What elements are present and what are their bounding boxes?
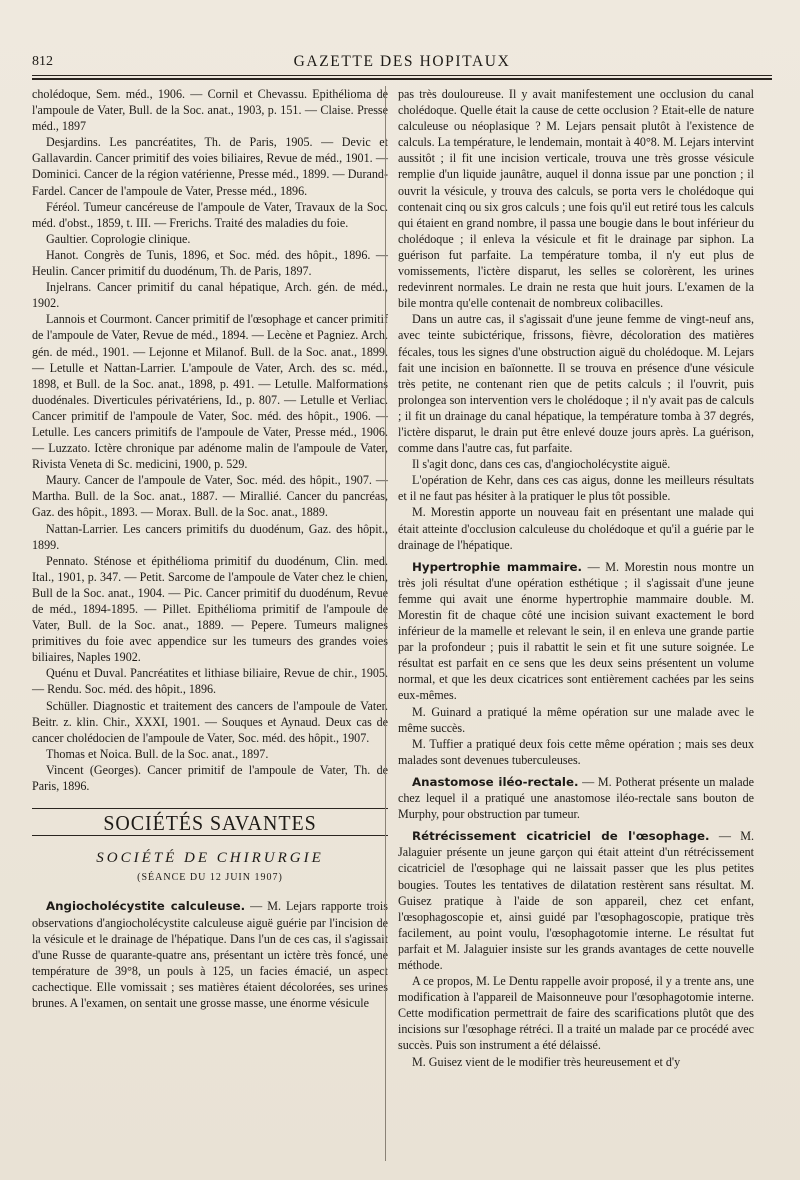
bibliography-entry: Hanot. Congrès de Tunis, 1896, et Soc. méd. des hôpit., 1896. — Heulin. Cancer primitif du duodénum, Th. de Paris, 1897. [32, 247, 388, 279]
article-paragraph: L'opération de Kehr, dans ces cas aigus, donne les meilleurs résultats et il ne faut pas hésiter à la pratiquer le plus tôt possible. [398, 473, 754, 504]
bibliography-entry: Desjardins. Les pancréatites, Th. de Paris, 1905. — Devic et Gallavardin. Cancer primitif des voies biliaires, Revue de méd., 1901. — Dominici. Cancer de la région vatérienne, Presse méd., 1899. — Durand-Fardel. Cancer de l'ampoule de Vater, Presse méd., 1896. [32, 135, 388, 198]
article-heading: Rétrécissement cicatriciel de l'œsophage. [412, 829, 710, 844]
article-paragraph [32, 898, 388, 1011]
page-header [32, 52, 772, 76]
article-heading: Angiocholécystite calculeuse. [46, 899, 246, 914]
left-column [32, 86, 388, 1011]
bibliography-entry: Féréol. Tumeur cancéreuse de l'ampoule de Vater, Travaux de la Soc. méd. d'obst., 1859, t. III. — Frerichs. Traité des maladies du foie. [32, 199, 388, 230]
article-paragraph: M. Guinard a pratiqué la même opération sur une malade avec le même succès. [398, 704, 754, 735]
seance-date: (SÉANCE DU 12 JUIN 1907) [137, 872, 283, 884]
article-text: — M. Potherat présente un malade chez lequel il a pratiqué une anastomose iléo-rectale sans bouton de Murphy, pour obstruction par tumeur. [398, 774, 754, 822]
header-rule-thick [32, 78, 772, 80]
article-paragraph [398, 559, 754, 704]
article-paragraph: pas très douloureuse. Il y avait manifestement une occlusion du canal cholédoque. Quelle était la cause de cette occlusion ? Etait-elle de nature calculeuse ou néoplasique ? M. Lejars pensait plutôt à l'existence de calculs. La température, le lendemain, montait à 40°8. M. Lejars intervint aussitôt ; il fit une incision verticale, trouva une très grosse vésicule remplie d'un liquide jaunâtre, auquel il donna issue par une ponction ; il ouvrit la vésicule, y trouva des calculs, se porta vers le cholédoque qui contenait cinq ou six gros calculs ; une fois qu'il eut retiré tous les calculs qui étaient en grand nombre, il passa une bougie dans le bout inférieur du cholédoque ; il enleva la vésicule et fit le drainage par siphon. La guérison fut parfaite. La température tomba, il n'y eut plus de vomissements, l'ictère disparut, les selles se colorèrent, les urines redevinrent normales. Le drain ne resta que huit jours. L'examen de la bile montra qu'elle contenait de nombreux colibacilles. [398, 87, 754, 311]
bibliography-entry: Vincent (Georges). Cancer primitif de l'ampoule de Vater, Th. de Paris, 1896. [32, 762, 388, 794]
article-text: — M. Jalaguier présente un jeune garçon qui était atteint d'un rétrécissement cicatriciel de l'œsophage qui ne laissait passer que les plus petites bougies. Toutes les tentatives de dilatation restèrent sans résultat. M. Guisez pratique à l'aide de son appareil, chez cet enfant, l'œsophagoscopie et, ainsi guidé par l'œsophagoscopie, pratique très facilement, au point voulu, l'œsophagotomie interne. Le résultat fut parfait et M. Jalaguier insiste sur les grands avantages de cette nouvelle méthode. [398, 829, 754, 972]
bibliography-entry: cholédoque, Sem. méd., 1906. — Cornil et Chevassu. Epithélioma de l'ampoule de Vater, Bull. de la Soc. anat., 1903, p. 151. — Claise. Presse méd., 1897 [32, 87, 388, 134]
bibliography-entry: Injelrans. Cancer primitif du canal hépatique, Arch. gén. de méd., 1902. [32, 280, 388, 311]
right-column [398, 86, 754, 1070]
bibliography-entry: Gaultier. Coprologie clinique. [46, 231, 191, 246]
bibliography-entry: Pennato. Sténose et épithélioma primitif du duodénum, Clin. med. Ital., 1901, p. 347. — Petit. Sarcome de l'ampoule de Vater chez le chien, Bull de la Soc. anat., 1904. — Pic. Cancer primitif du duodénum, Revue de méd., 1894-1895. — Pillet. Epithélioma primitif de l'ampoule de Vater, Bull. de la Soc. anat., 1889. — Pepere. Tumeurs malignes primitives du foie avec appendice sur les tumeurs des grandes voies biliaires, Naples 1902. [32, 553, 388, 665]
header-rule [32, 75, 772, 76]
article-heading: Anastomose iléo-rectale. [412, 774, 579, 789]
bibliography-entry: Thomas et Noica. Bull. de la Soc. anat., 1897. [46, 746, 269, 761]
article-text: — M. Lejars rapporte trois observations d'angiocholécystite calculeuse aiguë guérie par l'incision de la vésicule et le drainage de l'hépatique. Dans l'un de ces cas, il s'agissait d'une Russe de quarante-quatre ans, présentant un ictère très foncé, une température de 39°8, un pouls à 125, un facies émacié, un aspect cachectique. Elle vomissait ; ses matières étaient décolorées, ses urines brunes. A l'examen, on sentait une grosse masse, une énorme vésicule [32, 899, 388, 1010]
journal-title: GAZETTE DES HOPITAUX [293, 53, 511, 70]
bibliography-entry: Schüller. Diagnostic et traitement des cancers de l'ampoule de Vater. Beitr. z. klin. Chir., XXXI, 1901. — Souques et Aynaud. Deux cas de cancer cholédocien de l'ampoule de Vater, Soc. méd. des hôpit., 1907. [32, 698, 388, 745]
article-paragraph [398, 774, 754, 822]
article-paragraph: M. Morestin apporte un nouveau fait en présentant une malade qui était atteinte d'occlusion calculeuse du cholédoque et qu'il a guérie par le drainage de l'hépatique. [398, 505, 754, 552]
article-paragraph: Dans un autre cas, il s'agissait d'une jeune femme de vingt-neuf ans, avec teinte subictérique, frissons, fièvre, décoloration des matières fécales, tous les signes d'une obstruction aiguë du cholédoque. M. Lejars fait une incision en baïonnette. Il se trouva en présence d'une vésicule très petite, ne contenant rien que de petits calculs ; il l'ouvrit, puis prolongea son intervention vers le cholédoque ; il n'y avait pas de calculs ; il fit un drainage du canal hépatique, la température tomba à 37 degrés, l'ictère disparut, le drain put être enlevé douze jours après. La guérison, comme dans l'autre cas, fut parfaite. [398, 312, 754, 456]
bibliography-entry: Lannois et Courmont. Cancer primitif de l'œsophage et cancer primitif de l'ampoule de Vater, Revue de méd., 1894. — Lecène et Pagniez. Arch. gén. de méd., 1901. — Lejonne et Milanof. Bull. de la Soc. anat., 1899. — Letulle et Nattan-Larrier. L'ampoule de Vater, Arch. des sc. méd., 1898, et Bull. de la Soc. anat., 1898, p. 491. — Letulle. Malformations duodénales. Diverticules périvatériens, Id., p. 807. — Letulle et Verliac. Cancer primitif de l'ampoule de Vater, Soc. méd. des hôpit., 1906. — Letulle. Les cancers primitifs de l'ampoule de Vater, Presse méd., 1906. — Luzzato. Ictère chronique par adénome malin de l'ampoule de Vater, Rivista Veneta di Sc. medicini, 1900, p. 529. [32, 312, 388, 472]
article-paragraph [398, 828, 754, 973]
bibliography-entry: Quénu et Duval. Pancréatites et lithiase biliaire, Revue de chir., 1905. — Rendu. Soc. méd. des hôpit., 1896. [32, 666, 388, 697]
article-paragraph: M. Tuffier a pratiqué deux fois cette même opération ; mais ses deux malades sont devenues tuberculeuses. [398, 736, 754, 767]
subsection-title: SOCIÉTÉ DE CHIRURGIE [96, 850, 324, 867]
article-paragraph: A ce propos, M. Le Dentu rappelle avoir proposé, il y a trente ans, une modification à l'appareil de Maisonneuve pour l'œsophagotomie interne. Cette modification permettrait de faire des scarifications plutôt que des incisions sur l'œsophage rétréci. Il a traité un malade par ce procédé avec succès. Puis son instrument a été délaissé. [398, 974, 754, 1053]
bibliography-entry: Maury. Cancer de l'ampoule de Vater, Soc. méd. des hôpit., 1907. — Martha. Bull. de la Soc. anat., 1887. — Mirallié. Cancer du pancréas, Gaz. des hôpit., 1893. — Morax. Bull. de la Soc. anat., 1889. [32, 473, 388, 520]
article-heading: Hypertrophie mammaire. [412, 559, 583, 574]
column-divider [385, 86, 386, 1161]
article-paragraph: M. Guisez vient de le modifier très heureusement et d'y [412, 1054, 681, 1069]
bibliography-entry: Nattan-Larrier. Les cancers primitifs du duodénum, Gaz. des hôpit., 1899. [32, 521, 388, 552]
article-text: — M. Morestin nous montre un très joli résultat d'une opération esthétique ; il s'agissait d'une jeune femme qui avait une énorme hypertrophie mammaire double. M. Morestin fit de chaque côté une incision suivant exactement le bord inférieur de la mamelle et relevant le sein, il en enleva une grande partie par la profondeur ; puis il rabattit le sein et fit une suture soignée. Le résultat est parfait en ce sens que les deux seins présentent un volume normal, et que les deux cicatrices sont entièrement cachées par les seins eux-mêmes. [398, 559, 754, 703]
article-paragraph: Il s'agit donc, dans ces cas, d'angiocholécystite aiguë. [412, 457, 671, 472]
page-number: 812 [32, 54, 53, 69]
section-title: SOCIÉTÉS SAVANTES [103, 811, 317, 836]
section-title-box [32, 808, 388, 836]
